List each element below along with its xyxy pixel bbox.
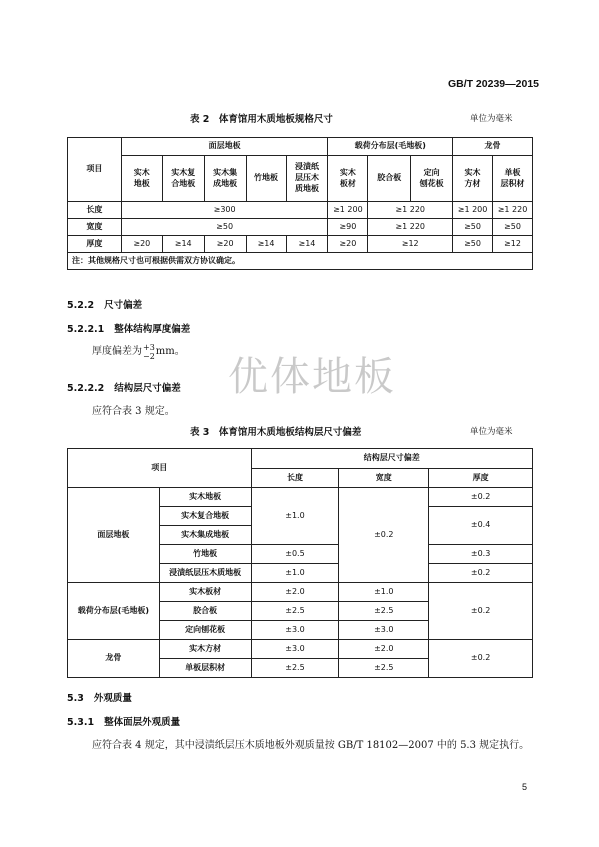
section-5-3-1 <box>67 714 180 728</box>
table2-unit: 单位为毫米 <box>470 114 513 124</box>
table2-caption: 表 2 体育馆用木质地板规格尺寸 <box>190 114 333 125</box>
t2-row-label: 厚度 <box>68 236 122 253</box>
t3-cell: ±2.0 <box>251 583 339 602</box>
table3-caption: 表 3 体育馆用木质地板结构层尺寸偏差 <box>190 427 362 438</box>
t3-col-wid: 宽度 <box>339 469 429 488</box>
section-title: 整体结构厚度偏差 <box>114 324 191 335</box>
table-row <box>68 640 533 659</box>
t2-cell: ≥50 <box>493 219 533 236</box>
t3-group-load: 载荷分布层(毛地板) <box>68 583 160 640</box>
t3-cell: ±2.5 <box>251 659 339 678</box>
t3-cell: ±1.0 <box>339 583 429 602</box>
t2-cell: ≥12 <box>493 236 533 253</box>
t3-cell: ±1.0 <box>251 488 339 545</box>
section-5-2-2-2-text: 应符合表 3 规定。 <box>92 406 175 417</box>
t2-cell: ≥300 <box>121 202 328 219</box>
table-row <box>68 488 533 507</box>
t3-group-joist: 龙骨 <box>68 640 160 678</box>
t3-cell: ±0.2 <box>339 488 429 583</box>
t3-item: 实木方材 <box>159 640 251 659</box>
t3-cell: ±3.0 <box>339 621 429 640</box>
section-5-3 <box>67 690 132 704</box>
t2-sub: 浸渍纸 层压木 质地板 <box>286 156 328 202</box>
table2 <box>67 137 533 270</box>
tolerance-prefix: 厚度偏差为 <box>92 346 142 357</box>
table3 <box>67 448 533 678</box>
t3-cell: ±0.5 <box>251 545 339 564</box>
t3-item: 实木集成地板 <box>159 526 251 545</box>
section-title: 外观质量 <box>93 693 132 704</box>
t2-sub: 竹地板 <box>246 156 286 202</box>
table3-unit: 单位为毫米 <box>470 427 513 437</box>
tolerance-lower: −2 <box>143 351 155 361</box>
t2-cell: ≥50 <box>453 219 493 236</box>
t3-cell: ±2.5 <box>339 659 429 678</box>
table-row <box>68 236 533 253</box>
t3-col-len: 长度 <box>251 469 339 488</box>
t2-sub: 实木复 合地板 <box>162 156 204 202</box>
t2-cell: ≥50 <box>453 236 493 253</box>
tolerance-suffix: mm。 <box>155 346 185 357</box>
t3-item: 实木板材 <box>159 583 251 602</box>
t2-sub: 实木 板材 <box>328 156 368 202</box>
t3-item: 定向刨花板 <box>159 621 251 640</box>
section-title: 整体面层外观质量 <box>104 717 181 728</box>
t3-cell: ±0.2 <box>429 564 533 583</box>
section-5-2-2-1 <box>67 321 190 335</box>
t2-cell: ≥50 <box>121 219 328 236</box>
t2-group-surface: 面层地板 <box>121 138 328 156</box>
t2-cell: ≥90 <box>328 219 368 236</box>
t2-cell: ≥20 <box>204 236 246 253</box>
table-row <box>68 202 533 219</box>
t3-group-surface: 面层地板 <box>68 488 160 583</box>
section-number: 5.2.2.1 <box>67 324 105 335</box>
t3-cell: ±2.5 <box>339 602 429 621</box>
t3-cell: ±0.2 <box>429 640 533 678</box>
t3-col-thk: 厚度 <box>429 469 533 488</box>
t2-cell: ≥12 <box>368 236 453 253</box>
t3-item: 胶合板 <box>159 602 251 621</box>
section-number: 5.2.2.2 <box>67 383 105 394</box>
t2-cell: ≥20 <box>328 236 368 253</box>
table-row <box>68 583 533 602</box>
t2-sub: 实木 方材 <box>453 156 493 202</box>
t2-note: 注：其他规格尺寸也可根据供需双方协议确定。 <box>68 253 533 270</box>
t3-item: 实木地板 <box>159 488 251 507</box>
t2-cell: ≥20 <box>121 236 162 253</box>
tolerance-upper: +3 <box>143 342 155 352</box>
t2-cell: ≥1 220 <box>493 202 533 219</box>
t2-cell: ≥1 200 <box>328 202 368 219</box>
t2-group-load: 载荷分布层(毛地板) <box>328 138 453 156</box>
t3-item: 单板层积材 <box>159 659 251 678</box>
t3-cell: ±0.2 <box>429 488 533 507</box>
t2-row-label: 长度 <box>68 202 122 219</box>
t2-cell: ≥1 220 <box>368 219 453 236</box>
table-row <box>68 219 533 236</box>
section-title: 结构层尺寸偏差 <box>114 383 181 394</box>
t3-col-item: 项目 <box>68 449 252 488</box>
t2-cell: ≥14 <box>246 236 286 253</box>
t3-item: 实木复合地板 <box>159 507 251 526</box>
standard-code: GB/T 20239—2015 <box>447 78 539 90</box>
t3-cell: ±0.2 <box>429 583 533 640</box>
t3-cell: ±0.3 <box>429 545 533 564</box>
thickness-tolerance <box>92 342 185 361</box>
t2-sub: 实木 地板 <box>121 156 162 202</box>
t2-group-joist: 龙骨 <box>453 138 533 156</box>
t3-cell: ±2.0 <box>339 640 429 659</box>
t3-cell: ±3.0 <box>251 621 339 640</box>
t2-cell: ≥14 <box>162 236 204 253</box>
t3-cell: ±3.0 <box>251 640 339 659</box>
section-number: 5.3 <box>67 693 84 704</box>
t3-col-dev: 结构层尺寸偏差 <box>251 449 532 469</box>
t2-cell: ≥14 <box>286 236 328 253</box>
page-number: 5 <box>521 782 527 792</box>
tolerance-fraction <box>143 343 155 361</box>
t2-sub: 定向 刨花板 <box>411 156 453 202</box>
section-title: 尺寸偏差 <box>104 300 143 311</box>
section-number: 5.2.2 <box>67 300 95 311</box>
section-number: 5.3.1 <box>67 717 95 728</box>
section-5-2-2-2 <box>67 380 181 394</box>
t2-sub: 胶合板 <box>368 156 411 202</box>
t2-cell: ≥1 200 <box>453 202 493 219</box>
t2-row-label: 宽度 <box>68 219 122 236</box>
t2-col-item: 项目 <box>68 138 122 202</box>
t3-cell: ±0.4 <box>429 507 533 545</box>
t3-cell: ±1.0 <box>251 564 339 583</box>
section-5-3-1-text: 应符合表 4 规定，其中浸渍纸层压木质地板外观质量按 GB/T 18102—2007 中的 5.3 规定执行。 <box>92 740 530 751</box>
section-5-2-2 <box>67 297 142 311</box>
t2-sub: 单板 层积材 <box>493 156 533 202</box>
t3-item: 浸渍纸层压木质地板 <box>159 564 251 583</box>
t3-item: 竹地板 <box>159 545 251 564</box>
t2-cell: ≥1 220 <box>368 202 453 219</box>
t2-sub: 实木集 成地板 <box>204 156 246 202</box>
watermark: 优体地板 <box>228 354 396 400</box>
t3-cell: ±2.5 <box>251 602 339 621</box>
